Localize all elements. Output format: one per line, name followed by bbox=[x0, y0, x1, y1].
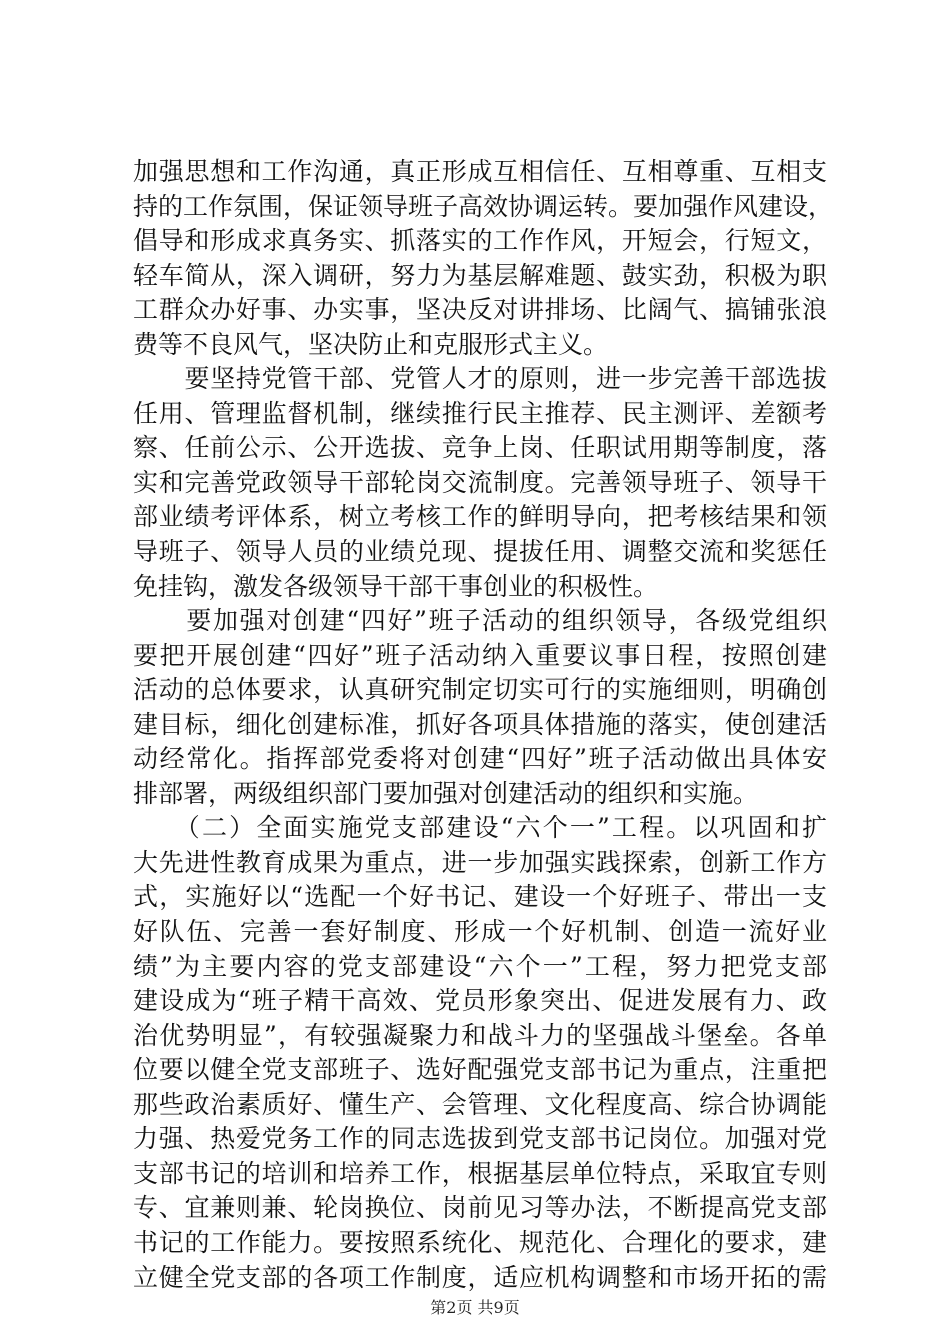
text-line: 建设成为“班子精干高效、党员形象突出、促进发展有力、政 bbox=[133, 986, 827, 1016]
text-line: 专、宜兼则兼、轮岗换位、岗前见习等办法，不断提高党支部 bbox=[133, 1193, 827, 1223]
text-line: 治优势明显”，有较强凝聚力和战斗力的坚强战斗堡垒。各单 bbox=[133, 1020, 827, 1050]
text-line: 要加强对创建“四好”班子活动的组织领导，各级党组织 bbox=[133, 606, 827, 636]
text-line: 倡导和形成求真务实、抓落实的工作作风，开短会，行短文， bbox=[133, 226, 827, 256]
text-line: 免挂钩，激发各级领导干部干事创业的积极性。 bbox=[133, 571, 659, 601]
text-line: 持的工作氛围，保证领导班子高效协调运转。要加强作风建设， bbox=[133, 191, 834, 221]
text-line: 好队伍、完善一套好制度、形成一个好机制、创造一流好业 bbox=[133, 917, 827, 947]
text-line: 部业绩考评体系，树立考核工作的鲜明导向，把考核结果和领 bbox=[133, 502, 827, 532]
text-line: 加强思想和工作沟通，真正形成互相信任、互相尊重、互相支 bbox=[133, 157, 827, 186]
text-line: 书记的工作能力。要按照系统化、规范化、合理化的要求，建 bbox=[133, 1227, 827, 1257]
text-line: 排部署，两级组织部门要加强对创建活动的组织和实施。 bbox=[133, 778, 759, 808]
text-line: 位要以健全党支部班子、选好配强党支部书记为重点，注重把 bbox=[133, 1055, 827, 1085]
text-line: 建目标，细化创建标准，抓好各项具体措施的落实，使创建活 bbox=[133, 709, 827, 739]
text-line: 支部书记的培训和培养工作，根据基层单位特点，采取宜专则 bbox=[133, 1158, 827, 1188]
document-body bbox=[133, 155, 834, 1295]
text-line: 大先进性教育成果为重点，进一步加强实践探索，创新工作方 bbox=[133, 847, 827, 877]
text-line: （二）全面实施党支部建设“六个一”工程。以巩固和扩 bbox=[133, 813, 827, 843]
text-line: 式，实施好以“选配一个好书记、建设一个好班子、带出一支 bbox=[133, 882, 827, 912]
text-line: 要坚持党管干部、党管人才的原则，进一步完善干部选拔 bbox=[133, 364, 827, 394]
text-line: 费等不良风气，坚决防止和克服形式主义。 bbox=[133, 329, 609, 359]
text-line: 要把开展创建“四好”班子活动纳入重要议事日程，按照创建 bbox=[133, 640, 827, 670]
text-line: 轻车简从，深入调研，努力为基层解难题、鼓实劲，积极为职 bbox=[133, 260, 827, 290]
text-line: 活动的总体要求，认真研究制定切实可行的实施细则，明确创 bbox=[133, 675, 827, 705]
text-line: 导班子、领导人员的业绩兑现、提拔任用、调整交流和奖惩任 bbox=[133, 537, 827, 567]
text-line: 那些政治素质好、懂生产、会管理、文化程度高、综合协调能 bbox=[133, 1089, 827, 1119]
text-line: 任用、管理监督机制，继续推行民主推荐、民主测评、差额考 bbox=[133, 398, 827, 428]
text-line: 工群众办好事、办实事，坚决反对讲排场、比阔气、搞铺张浪 bbox=[133, 295, 827, 325]
text-line: 察、任前公示、公开选拔、竞争上岗、任职试用期等制度，落 bbox=[133, 433, 827, 463]
text-line: 绩”为主要内容的党支部建设“六个一”工程，努力把党支部 bbox=[133, 951, 827, 981]
text-line: 实和完善党政领导干部轮岗交流制度。完善领导班子、领导干 bbox=[133, 467, 827, 497]
text-line: 立健全党支部的各项工作制度，适应机构调整和市场开拓的需 bbox=[133, 1262, 827, 1292]
page-number-footer: 第2页 共9页 bbox=[430, 1298, 520, 1317]
text-line: 力强、热爱党务工作的同志选拔到党支部书记岗位。加强对党 bbox=[133, 1124, 827, 1154]
text-line: 动经常化。指挥部党委将对创建“四好”班子活动做出具体安 bbox=[133, 744, 827, 774]
